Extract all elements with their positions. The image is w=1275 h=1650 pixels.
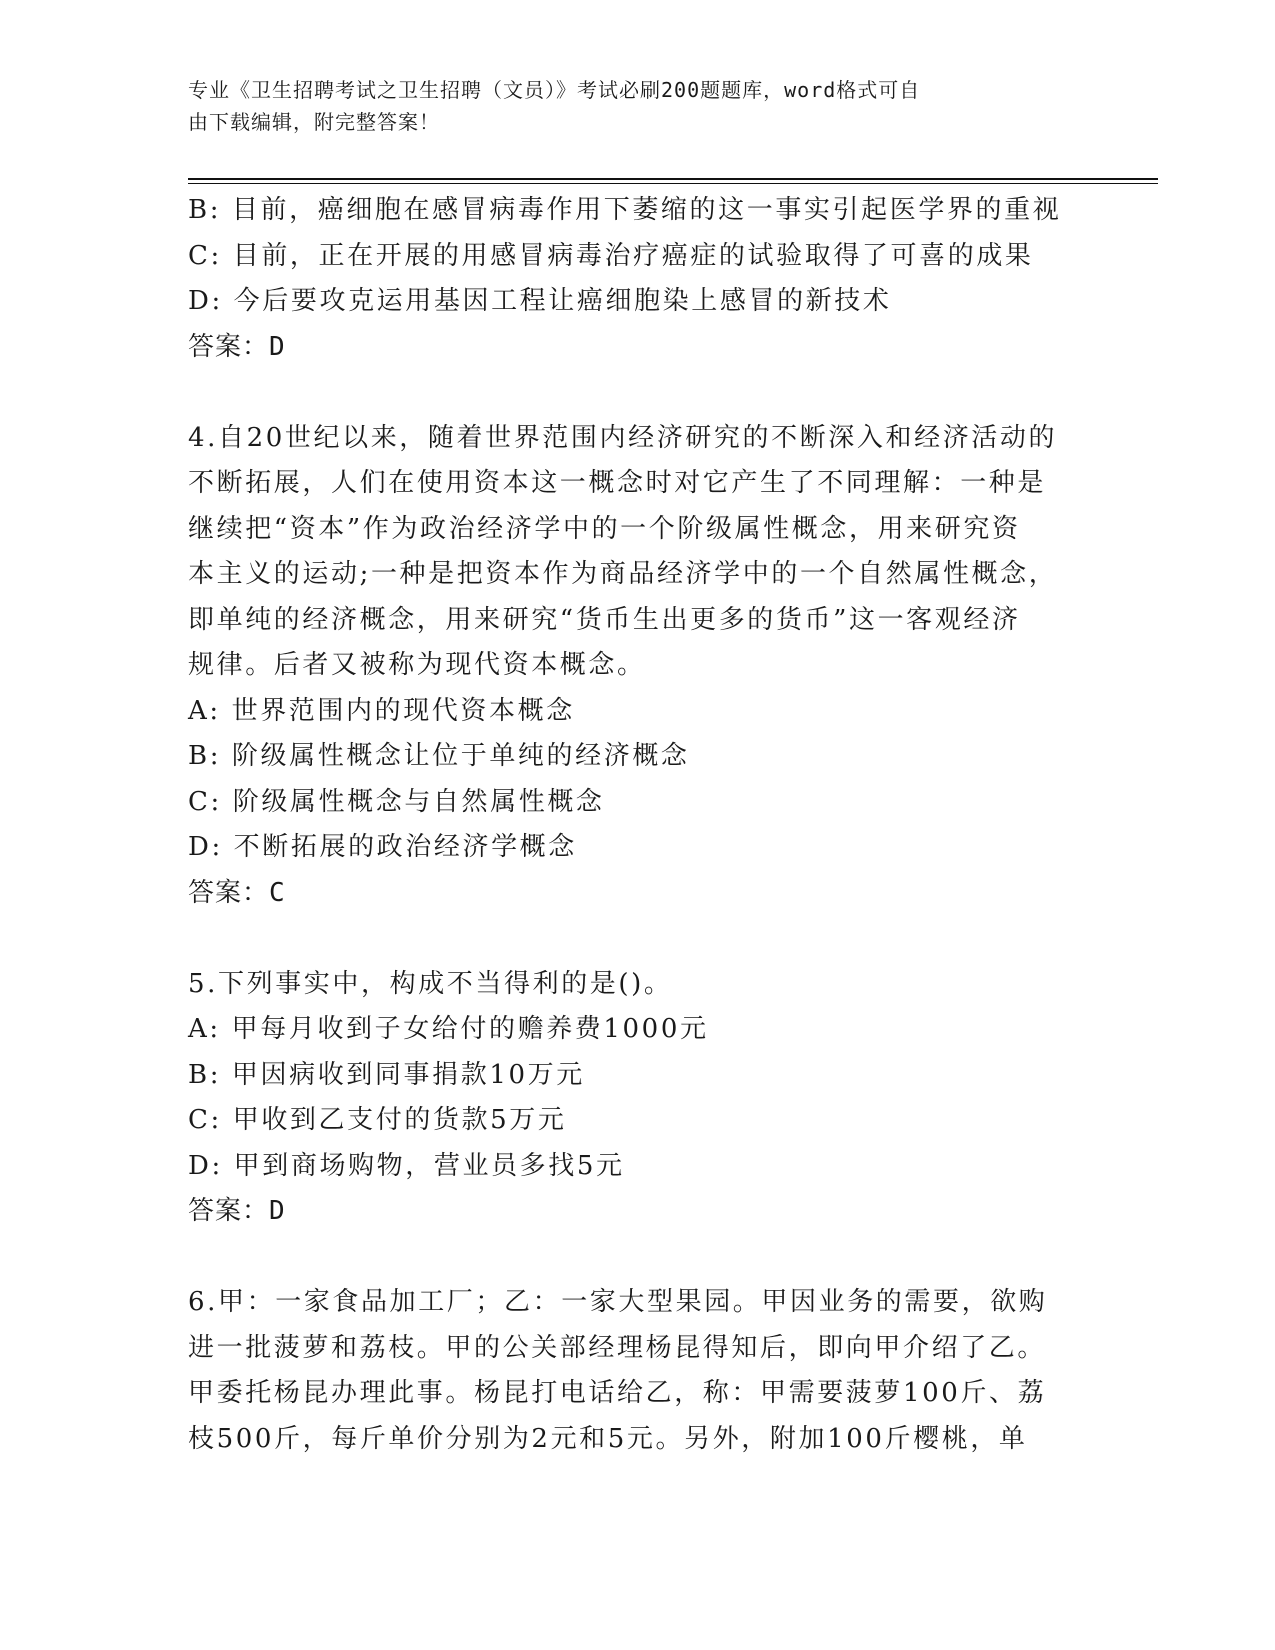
- option-a: A: 甲每月收到子女给付的赡养费1000元: [188, 1014, 709, 1044]
- question-stem-line: 即单纯的经济概念，用来研究“货币生出更多的货币”这一客观经济: [188, 604, 1021, 635]
- question-stem-line: 继续把“资本”作为政治经济学中的一个阶级属性概念，用来研究资: [188, 513, 1021, 544]
- option-d: D: 不断拓展的政治经济学概念: [188, 832, 577, 862]
- option-c: C: 目前，正在开展的用感冒病毒治疗癌症的试验取得了可喜的成果: [188, 240, 1034, 271]
- question-stem-line: 规律。后者又被称为现代资本概念。: [188, 650, 646, 680]
- header-line-1: 专业《卫生招聘考试之卫生招聘（文员）》考试必刷200题题库，word格式可自: [188, 78, 921, 102]
- document-header: [188, 74, 1068, 138]
- option-a: A: 世界范围内的现代资本概念: [188, 695, 575, 726]
- question-body: [188, 188, 1083, 1462]
- header-line-2: 由下载编辑，附完整答案！: [188, 110, 440, 134]
- option-d: D: 今后要攻克运用基因工程让癌细胞染上感冒的新技术: [188, 286, 892, 316]
- question-6: [188, 1280, 1083, 1462]
- answer-label: 答案：: [188, 1196, 270, 1226]
- answer-value: D: [269, 1196, 286, 1226]
- option-d: D: 甲到商场购物，营业员多找5元: [188, 1150, 625, 1181]
- answer-label: 答案：: [188, 877, 270, 908]
- question-stem-line: 4.自20世纪以来，随着世界范围内经济研究的不断深入和经济活动的: [188, 422, 1058, 453]
- question-stem-line: 枝500斤，每斤单价分别为2元和5元。另外，附加100斤樱桃，单: [188, 1423, 1028, 1454]
- answer-line: [188, 1189, 1083, 1235]
- question-5: [188, 962, 1083, 1235]
- answer-label: 答案：: [188, 331, 270, 362]
- question-stem-line: 不断拓展，人们在使用资本这一概念时对它产生了不同理解：一种是: [188, 468, 1047, 498]
- option-b: B: 目前，癌细胞在感冒病毒作用下萎缩的这一事实引起医学界的重视: [188, 195, 1062, 225]
- question-4: [188, 416, 1083, 917]
- header-rule-thick: [188, 178, 1158, 180]
- answer-line: [188, 871, 1083, 917]
- question-stem-line: 甲委托杨昆办理此事。杨昆打电话给乙，称：甲需要菠萝100斤、荔: [188, 1378, 1047, 1408]
- spacer: [188, 916, 1083, 962]
- question-stem-line: 进一批菠萝和荔枝。甲的公关部经理杨昆得知后，即向甲介绍了乙。: [188, 1332, 1047, 1363]
- answer-value: D: [269, 331, 286, 362]
- option-b: B: 阶级属性概念让位于单纯的经济概念: [188, 741, 690, 771]
- question-stem-line: 6.甲：一家食品加工厂；乙：一家大型果园。甲因业务的需要，欲购: [188, 1287, 1048, 1317]
- spacer: [188, 370, 1083, 416]
- option-c: C: 阶级属性概念与自然属性概念: [188, 786, 605, 817]
- answer-line: [188, 325, 1083, 371]
- header-rule-thin: [188, 183, 1158, 184]
- answer-value: C: [269, 877, 286, 908]
- question-stem: 5.下列事实中，构成不当得利的是()。: [188, 968, 673, 999]
- option-b: B: 甲因病收到同事捐款10万元: [188, 1059, 585, 1090]
- question-3: [188, 188, 1083, 370]
- spacer: [188, 1235, 1083, 1281]
- option-c: C: 甲收到乙支付的货款5万元: [188, 1105, 567, 1135]
- question-stem-line: 本主义的运动;一种是把资本作为商品经济学中的一个自然属性概念，: [188, 559, 1058, 589]
